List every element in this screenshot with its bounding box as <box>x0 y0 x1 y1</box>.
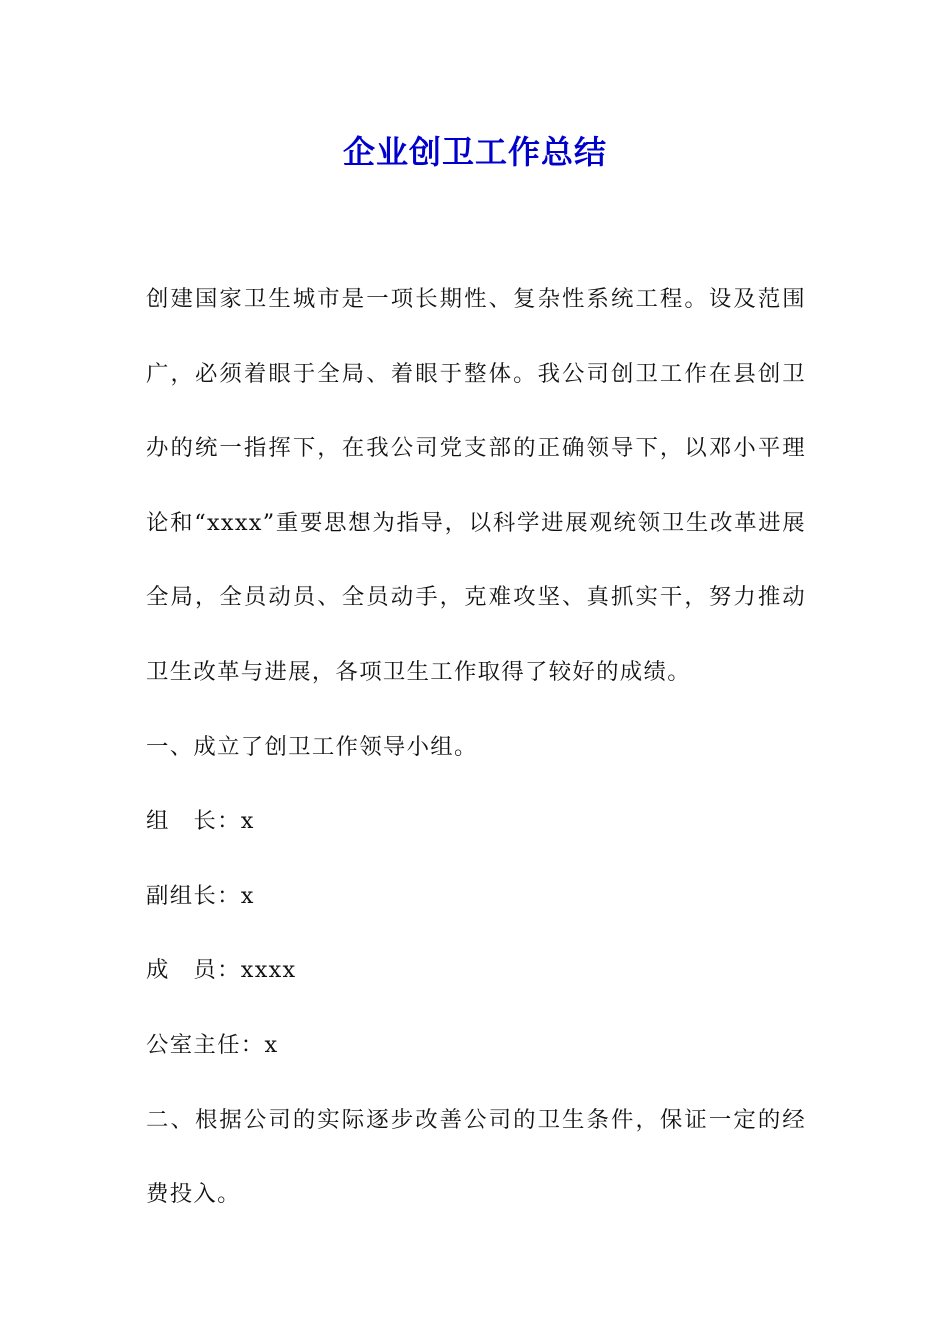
office-director-line: 公室主任：x <box>146 1031 279 1058</box>
section1-heading: 一、成立了创卫工作领导小组。 <box>146 733 478 760</box>
section2-heading: 二、根据公司的实际逐步改善公司的卫生条件，保证一定的经费投入。 <box>146 1106 806 1208</box>
intro-paragraph: 创建国家卫生城市是一项长期性、复杂性系统工程。设及范围广，必须着眼于全局、着眼于整体。我公司创卫工作在县创卫办的统一指挥下，在我公司党支部的正确领导下，以邓小平理论和“xxxx”重要思想为指导，以科学进展观统领卫生改革进展全局，全员动员、全员动手，克难攻坚、真抓实干，努力推动卫生改革与进展，各项卫生工作取得了较好的成绩。 <box>146 286 806 685</box>
deputy-leader-line: 副组长：x <box>146 882 255 909</box>
leader-line: 组 长：x <box>146 808 255 835</box>
document-title: 企业创卫工作总结 <box>342 133 607 171</box>
document-body <box>146 262 806 1232</box>
members-line: 成 员：xxxx <box>146 957 297 984</box>
